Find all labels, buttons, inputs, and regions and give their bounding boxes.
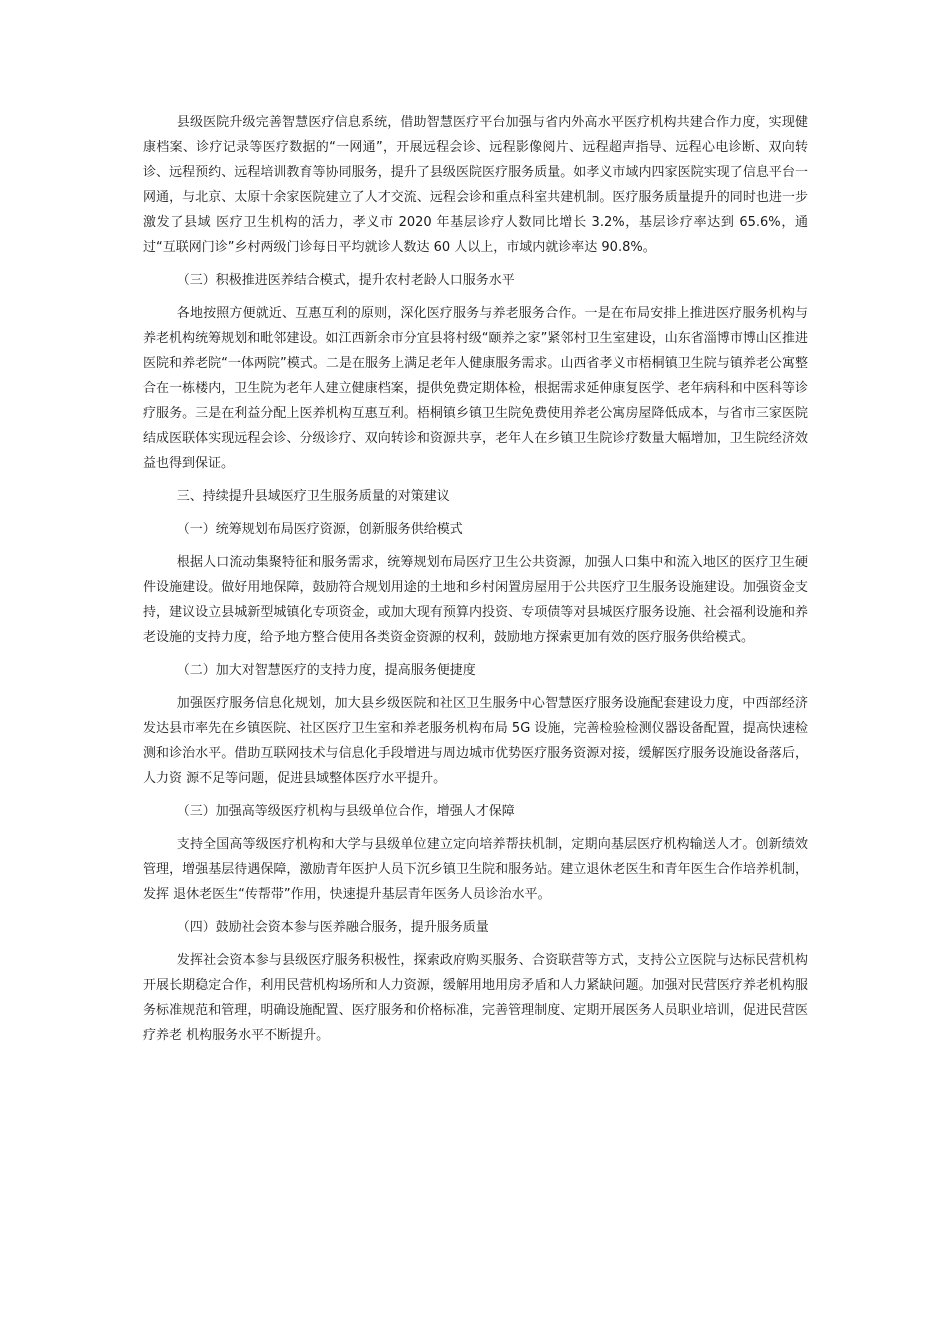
document-page bbox=[143, 110, 808, 1056]
subheading-social-capital: （四）鼓励社会资本参与医养融合服务，提升服务质量 bbox=[176, 920, 489, 935]
paragraph-smart-medical-support: 加强医疗服务信息化规划，加大县乡级医院和社区卫生服务中心智慧医疗服务设施配套建设力度，中西部经济发达县市率先在乡镇医院、社区医疗卫生室和养老服务机构布局 5G 设施，完善检验检测仪器设备配置，提高快速检测和诊治水平。借助互联网技术与信息化手段增进与周边城市优势医疗服务资源对接，缓解医疗服务设施设备落后，人力资 源不足等问题，促进县域整体医疗水平提升。 bbox=[143, 696, 808, 786]
subheading-resource-planning: （一）统筹规划布局医疗资源，创新服务供给模式 bbox=[176, 522, 463, 537]
subheading-medical-elderly-care: （三）积极推进医养结合模式，提升农村老龄人口服务水平 bbox=[176, 273, 515, 288]
paragraph-resource-planning: 根据人口流动集聚特征和服务需求，统筹规划布局医疗卫生公共资源，加强人口集中和流入地区的医疗卫生硬件设施建设。做好用地保障，鼓励符合规划用途的土地和乡村闲置房屋用于公共医疗卫生服务设施建设。加强资金支持，建议设立县城新型城镇化专项资金，或加大现有预算内投资、专项债等对县城医疗服务设施、社会福利设施和养老设施的支持力度，给予地方整合使用各类资金资源的权利，鼓励地方探索更加有效的医疗服务供给模式。 bbox=[143, 555, 808, 645]
paragraph-smart-medical-info: 县级医院升级完善智慧医疗信息系统，借助智慧医疗平台加强与省内外高水平医疗机构共建合作力度，实现健康档案、诊疗记录等医疗数据的“一网通”，开展远程会诊、远程影像阅片、远程超声指导、远程心电诊断、双向转诊、远程预约、远程培训教育等协同服务，提升了县级医院医疗服务质量。如孝义市域内四家医院实现了信息平台一网通，与北京、太原十余家医院建立了人才交流、远程会诊和重点科室共建机制。医疗服务质量提升的同时也进一步激发了县域 医疗卫生机构的活力，孝义市 2020 年基层诊疗人数同比增长 3.2%，基层诊疗率达到 65.6%，通过“互联网门诊”乡村两级门诊每日平均就诊人数达 60 人以上，市域内就诊率达 90.8%。 bbox=[143, 115, 808, 255]
paragraph-medical-elderly-care: 各地按照方便就近、互惠互利的原则，深化医疗服务与养老服务合作。一是在布局安排上推进医疗服务机构与养老机构统筹规划和毗邻建设。如江西新余市分宜县将村级“颐养之家”紧邻村卫生室建设，山东省淄博市博山区推进医院和养老院“一体两院”模式。二是在服务上满足老年人健康服务需求。山西省孝义市梧桐镇卫生院与镇养老公寓整合在一栋楼内，卫生院为老年人建立健康档案，提供免费定期体检，根据需求延伸康复医学、老年病科和中医科等诊疗服务。三是在利益分配上医养机构互惠互利。梧桐镇乡镇卫生院免费使用养老公寓房屋降低成本，与省市三家医院结成医联体实现远程会诊、分级诊疗、双向转诊和资源共享，老年人在乡镇卫生院诊疗数量大幅增加，卫生院经济效益也得到保证。 bbox=[143, 306, 808, 471]
section-heading-countermeasures: 三、持续提升县域医疗卫生服务质量的对策建议 bbox=[176, 489, 450, 504]
paragraph-talent-cooperation: 支持全国高等级医疗机构和大学与县级单位建立定向培养帮扶机制，定期向基层医疗机构输送人才。创新绩效管理，增强基层待遇保障，激励青年医护人员下沉乡镇卫生院和服务站。建立退休老医生和青年医生合作培养机制，发挥 退休老医生“传帮带”作用，快速提升基层青年医务人员诊治水平。 bbox=[143, 837, 808, 902]
subheading-talent-cooperation: （三）加强高等级医疗机构与县级单位合作，增强人才保障 bbox=[176, 804, 515, 819]
paragraph-social-capital: 发挥社会资本参与县级医疗服务积极性，探索政府购买服务、合资联营等方式，支持公立医院与达标民营机构开展长期稳定合作，利用民营机构场所和人力资源，缓解用地用房矛盾和人力紧缺问题。加强对民营医疗养老机构服务标准规范和管理，明确设施配置、医疗服务和价格标准，完善管理制度、定期开展医务人员职业培训，促进民营医疗养老 机构服务水平不断提升。 bbox=[143, 953, 808, 1043]
subheading-smart-medical-support: （二）加大对智慧医疗的支持力度，提高服务便捷度 bbox=[176, 663, 476, 678]
